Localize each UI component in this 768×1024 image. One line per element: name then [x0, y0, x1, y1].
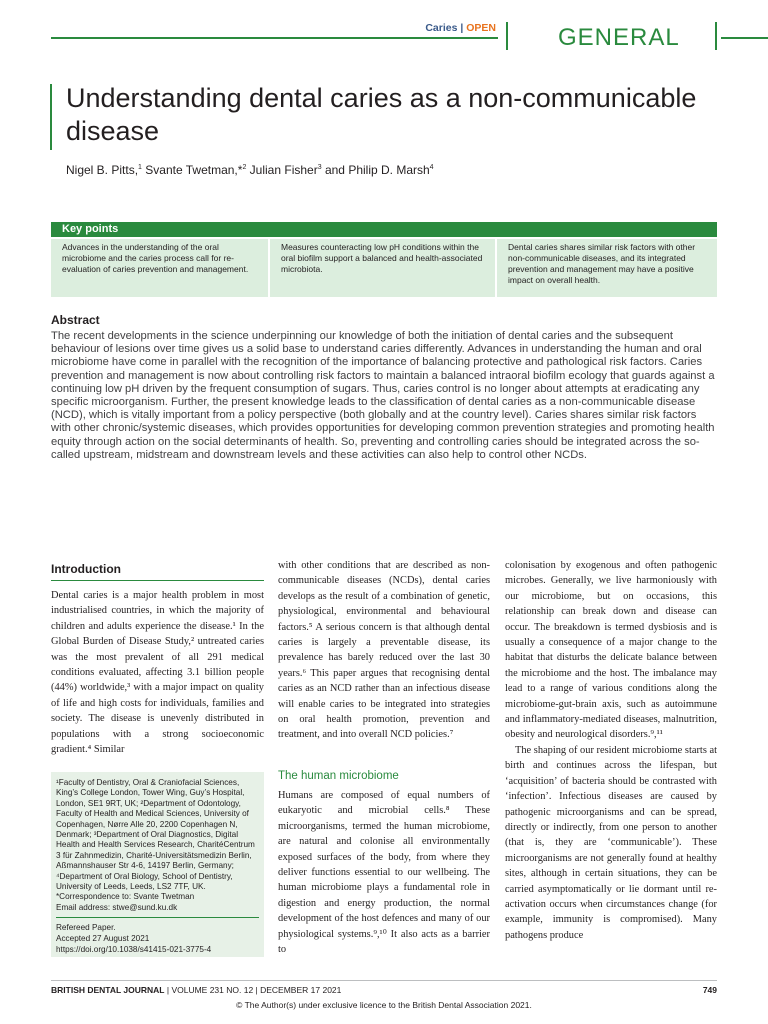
key-points-heading: Key points — [51, 222, 717, 237]
affiliations-text: ¹Faculty of Dentistry, Oral & Craniofacial Sciences, King’s College London, Tower Wing, Guy’s Hospital, London, SE1 9RT, UK; ²Department of Odontology, Faculty of Health and Medical Sciences, University of Copenhagen, Nørre Alle 20, 2200 Copenhagen N, Denmark; ³Department of Oral Diagnostics, Digital Health and Health Services Research, CharitéCentrum 3 für Zahnmedizin, Charité-Universitätsmedizin Berlin, Aßmannshauser Str 4-6, 14197 Berlin, Germany; ⁴Department of Oral Biology, School of Dentistry, University of Leeds, Leeds, LS2 7TF, UK. *Correspondence to: Svante Twetman Email address: stwe@sund.ku.dk — [56, 778, 255, 912]
journal-name: BRITISH DENTAL JOURNAL — [51, 985, 165, 995]
header-rule-right — [721, 37, 768, 39]
caries-tag: Caries — [425, 22, 458, 34]
paragraph-microbiome-shaping: The shaping of our resident microbiome starts at birth and continues across the lifespan, but ‘acquisition’ of bacteria should be contrasted with ‘infection’. Infectious diseases are caused by pathogenic microorganisms and can be spread, directly or indirectly, from one person to another (that is, they are ‘communicable’). These microorganisms are not generally found at healthy sites, although in certain situations, they can be carried asymptomatically or lie dormant until re-activation occurs when circumstances change (for example, immunity is compromised). Many pathogens produce — [505, 744, 717, 941]
body-column-2-top: with other conditions that are described as non-communicable diseases (NCDs), dental caries develops as the result of a combination of genetic, physiological, environmental and behavioural factors.⁵ A serious concern is that although dental caries is largely a preventable disease, its prevalence has barely reduced over the last 30 years.⁶ This paper argues that recognising dental caries as an NCD rather than an infectious disease will enable caries to be integrated into strategies on oral health promotion, prevention and treatment, and into overall NCD policies.⁷ — [278, 560, 490, 741]
author-list — [66, 163, 434, 177]
article-type-tag — [425, 22, 496, 34]
open-access-tag: OPEN — [466, 22, 496, 34]
introduction-heading: Introduction — [51, 562, 121, 576]
journal-issue: VOLUME 231 NO. 12 — [171, 985, 254, 995]
introduction-rule — [51, 580, 264, 581]
paragraph-dysbiosis: colonisation by exogenous and often pathogenic microbes. Generally, we live harmoniously with our microbiome, but on occasions, this relationship can break down and disease can occur. The breakdown is termed dysbiosis and is usually a consequence of a major change to the habitat that disturbs the delicate balance between the microbiome and the host. The imbalance may lead to a range of various conditions along the microbiome-gut-brain axis, such as autoimmune and inflammatory-mediated diseases, malnutrition, obesity and neurological disorders.⁹,¹¹ — [505, 560, 717, 741]
body-column-1: Dental caries is a major health problem in most industrialised countries, in which the majority of children and adults experience the disease.¹ In the Global Burden of Disease Study,² untreated caries was the most prevalent of all 291 medical conditions evaluated, affecting 3.1 billion people (44%) worldwide,³ with a major impact on quality of life and high costs for individuals, families and society. The disease is unevenly distributed in populations with a strong socioeconomic gradient.⁴ Similar — [51, 590, 264, 756]
abstract-text: The recent developments in the science underpinning our knowledge of both the initiation of dental caries and the subsequent behaviour of lesions over time gives us a solid base to understand caries differently. Advances in understanding the human and oral microbiome have come in parallel with the recognition of the importance of balancing protective and pathological risk factors. Caries prevention and management is now about controlling risk factors to maintain a balanced intraoral biofilm ecology that guards against a continuing low pH driven by the frequent consumption of sugars. Thus, caries control is no longer about attempts at eradicating any specific microorganism. Further, the present knowledge leads to the classification of dental caries as a non-communicable disease (NCD), which is vitally important from a policy perspective (both globally and at the country level). Caries shares similar risk factors with other chronic/systemic diseases, which provides opportunities for developing common prevention strategies and promoting health equity through action on the social determinants of health. So, preventing and controlling caries should be integrated across the so-called upstream, midstream and downstream levels and these activities can also help to control other NCDs. — [51, 330, 715, 461]
abstract-heading: Abstract — [51, 313, 100, 327]
header-bar-1 — [506, 22, 508, 50]
journal-citation: BRITISH DENTAL JOURNAL | VOLUME 231 NO. 12 | DECEMBER 17 2021 — [51, 985, 342, 995]
header-bar-2 — [715, 22, 717, 50]
body-column-3 — [505, 558, 717, 943]
affiliations-rule — [56, 917, 259, 918]
author-3: Julian Fisher$^3$ — [246, 163, 322, 177]
author-1: Nigel B. Pitts,$^1$ — [66, 163, 142, 177]
section-label: GENERAL — [558, 24, 680, 51]
refereed-label: Refereed Paper. — [56, 923, 116, 933]
accepted-date: Accepted 27 August 2021 — [56, 934, 150, 944]
title-accent-bar — [50, 84, 52, 150]
tag-separator: | — [457, 22, 467, 34]
author-2: Svante Twetman,*$^2$ — [141, 163, 247, 177]
footer-rule — [51, 980, 717, 981]
page-number: 749 — [702, 985, 717, 995]
copyright-notice: © The Author(s) under exclusive licence to the British Dental Association 2021. — [236, 1000, 532, 1010]
header-rule-left — [51, 37, 498, 39]
author-4: and Philip D. Marsh$^4$ — [321, 163, 434, 177]
key-point-2: Measures counteracting low pH conditions within the oral biofilm support a balanced and health-associated microbiota. — [270, 239, 495, 297]
key-point-3: Dental caries shares similar risk factors with other non-communicable diseases, and its integrated prevention and management may have a positive impact on overall health. — [497, 239, 717, 297]
refereed-info — [56, 922, 259, 955]
microbiome-heading: The human microbiome — [278, 770, 399, 782]
article-title: Understanding dental caries as a non-communicable disease — [66, 83, 697, 146]
doi-link[interactable]: https://doi.org/10.1038/s41415-021-3775-4 — [56, 945, 212, 955]
journal-date: DECEMBER 17 2021 — [260, 985, 342, 995]
key-point-1: Advances in the understanding of the oral microbiome and the caries process call for re-evaluation of caries prevention and management. — [51, 239, 268, 297]
body-column-2-bottom: Humans are composed of equal numbers of eukaryotic and microbial cells.⁸ These microorganisms, termed the human microbiome, are natural and colonise all environmentally exposed surfaces of the body, from where they deliver functions essential to our wellbeing. The human microbiome plays a fundamental role in digestion and energy production, the normal development of the host defences and many of our physiological systems.⁹,¹⁰ It also acts as a barrier to — [278, 790, 490, 956]
affiliations-box — [51, 772, 264, 957]
